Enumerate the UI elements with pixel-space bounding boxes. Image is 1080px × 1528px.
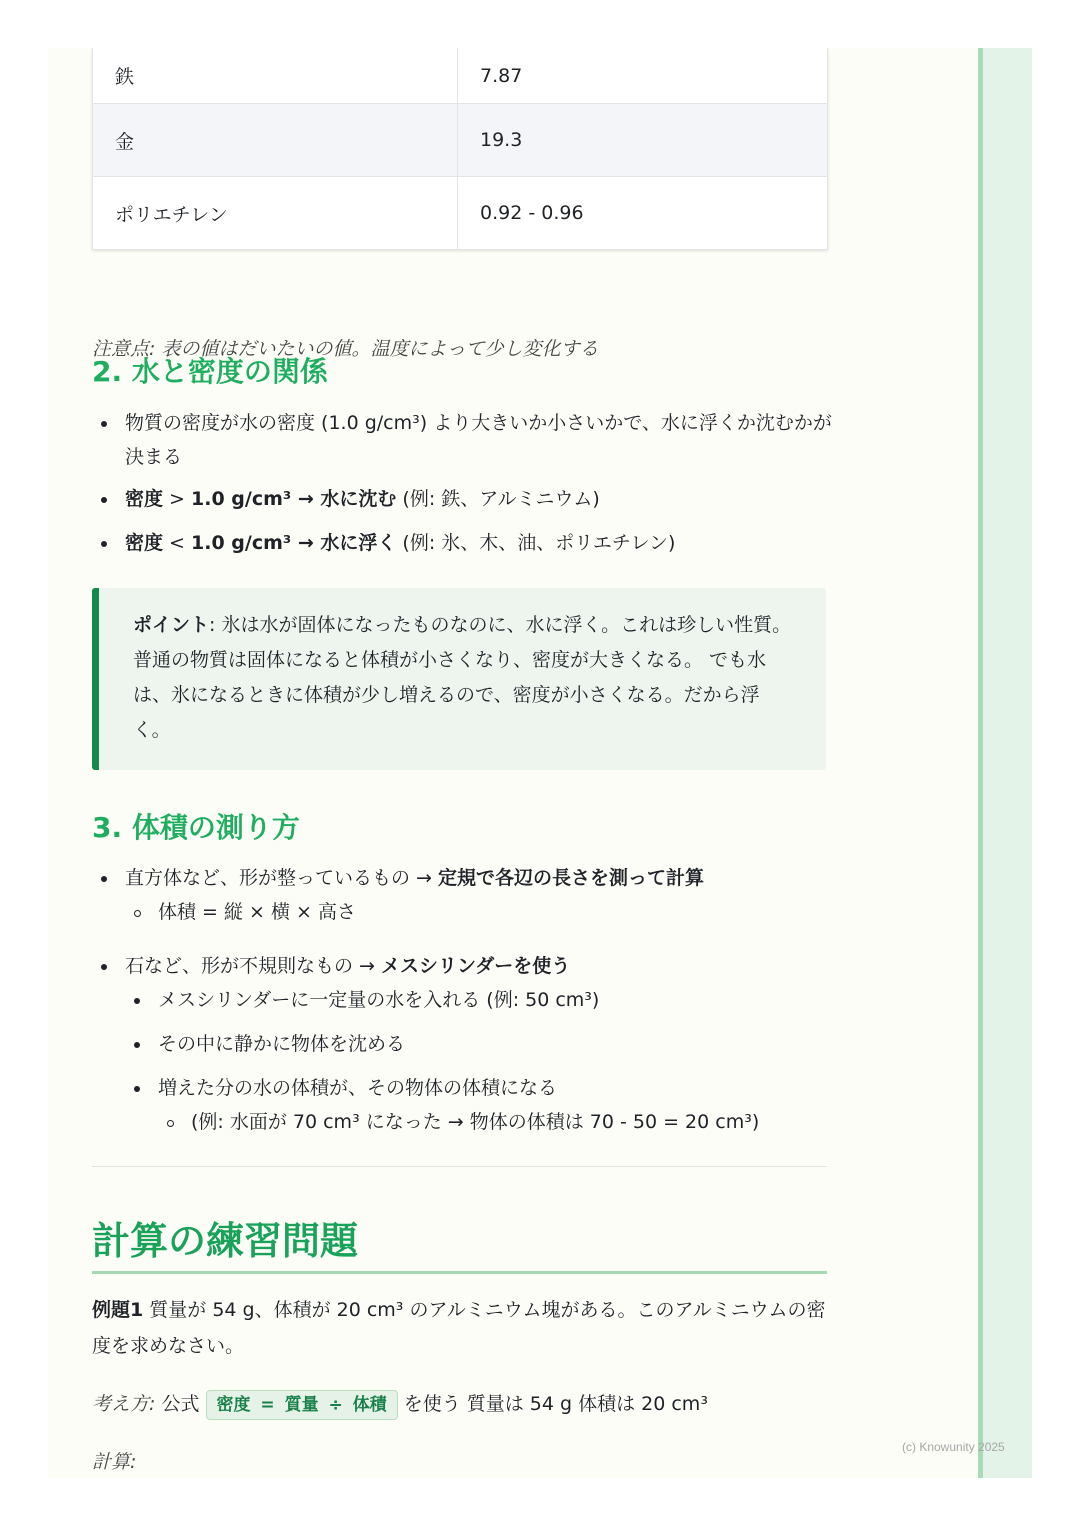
practice-heading: 計算の練習問題 [92, 1219, 359, 1263]
volume-list [92, 861, 832, 1139]
list-item: メスシリンダーに一定量の水を入れる (例: 50 cm³) [125, 983, 832, 1017]
example-problem: 例題1 質量が 54 g、体積が 20 cm³ のアルミニウム塊がある。このアルミニウムの密度を求めなさい。 [92, 1299, 826, 1357]
point-callout [92, 588, 826, 770]
table-cell-density: 7.87 [480, 64, 523, 87]
approach-label: 考え方: [92, 1393, 156, 1415]
table-cell-substance: 金 [93, 104, 458, 176]
calc-label: 計算: [92, 1451, 137, 1473]
table-row [93, 177, 827, 249]
sub-list [125, 895, 832, 929]
water-density-list [92, 406, 832, 560]
table-cell-density: 0.92 - 0.96 [480, 202, 584, 224]
sub-sub-list [158, 1105, 832, 1139]
table-row [93, 104, 827, 177]
list-item: 直方体など、形が整っているもの → 定規で各辺の長さを測って計算 体積 = 縦 × 横 × 高さ [92, 861, 832, 929]
section-heading-water-density: 2. 水と密度の関係 [92, 355, 328, 388]
list-item: 密度 < 1.0 g/cm³ → 水に浮く (例: 氷、木、油、ポリエチレン) [92, 526, 832, 560]
document-page [48, 48, 978, 1478]
list-item: 物質の密度が水の密度 (1.0 g/cm³) より大きいか小さいかで、水に浮くか沈むかが決まる [92, 406, 832, 474]
table-row [93, 48, 827, 104]
sub-list [125, 983, 832, 1139]
list-item: 体積 = 縦 × 横 × 高さ [125, 895, 832, 929]
formula-code: 密度 = 質量 ÷ 体積 [206, 1390, 398, 1420]
table-cell-substance: ポリエチレン [93, 177, 458, 249]
callout-label: ポイント [133, 614, 210, 636]
approach-line: 考え方: 公式 密度 = 質量 ÷ 体積 を使う 質量は 54 g 体積は 20 cm³ [92, 1386, 832, 1422]
callout-text: : 氷は水が固体になったものなのに、水に浮く。これは珍しい性質。 普通の物質は固体になると体積が小さくなり、密度が大きくなる。 でも水は、氷になるときに体積が少し増えるので、密度が小さくなる。だから浮く。 [133, 614, 792, 741]
density-table [92, 48, 828, 250]
list-item: 密度 > 1.0 g/cm³ → 水に沈む (例: 鉄、アルミニウム) [92, 482, 832, 516]
table-cell-substance: 鉄 [93, 48, 458, 103]
table-note: 注意点: 表の値はだいたいの値。温度によって少し変化する [92, 338, 599, 360]
table-cell-density: 19.3 [480, 129, 523, 151]
section-heading-volume: 3. 体積の測り方 [92, 811, 300, 844]
list-item: その中に静かに物体を沈める [125, 1027, 832, 1061]
copyright-text: (c) Knowunity 2025 [902, 1440, 1005, 1454]
side-margin-bar [978, 48, 1032, 1478]
heading-underline [92, 1271, 827, 1274]
list-item: 石など、形が不規則なもの → メスシリンダーを使う メスシリンダーに一定量の水を入れる (例: 50 cm³) その中に静かに物体を沈める 増えた分の水の体積が、その物体の体積になる (例: 水面が 70 cm³ になった → 物体の体積は 70 - 50 = 20 cm³) [92, 949, 832, 1139]
list-item: 増えた分の水の体積が、その物体の体積になる (例: 水面が 70 cm³ になった → 物体の体積は 70 - 50 = 20 cm³) [125, 1071, 832, 1139]
example-label: 例題1 [92, 1299, 144, 1321]
divider [92, 1166, 827, 1167]
list-item: (例: 水面が 70 cm³ になった → 物体の体積は 70 - 50 = 20 cm³) [158, 1105, 832, 1139]
